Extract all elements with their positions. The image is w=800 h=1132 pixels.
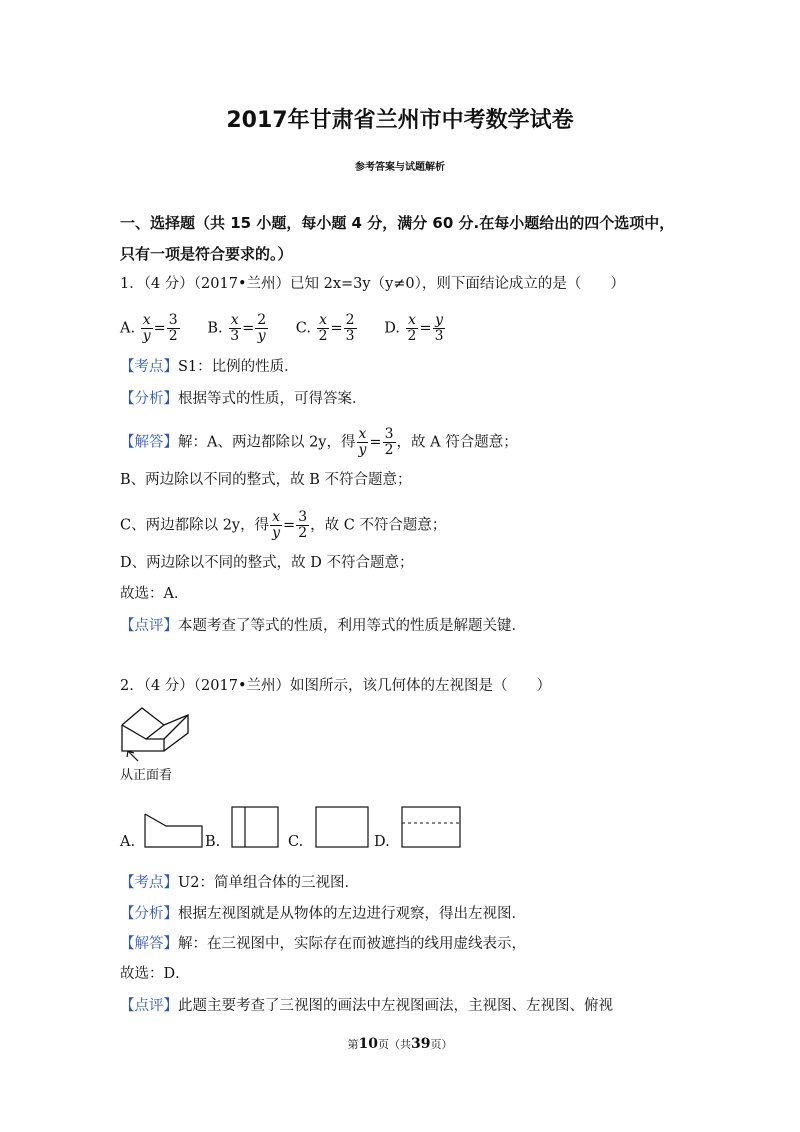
q1-option-a[interactable]: A. $\frac{x}{y}$ = $\frac{3}{2}$ bbox=[120, 312, 178, 344]
q2-option-d-figure bbox=[401, 806, 461, 848]
fenxi-tag: 【分析】 bbox=[120, 391, 178, 407]
page-subtitle: 参考答案与试题解析 bbox=[355, 162, 445, 173]
q2-option-d-label[interactable]: D. bbox=[374, 834, 390, 850]
q2-option-a-figure bbox=[144, 812, 204, 848]
kaodian-tag: 【考点】 bbox=[120, 875, 178, 891]
page-total: 39 bbox=[411, 1036, 431, 1052]
q1-fenxi: 【分析】根据等式的性质，可得答案． bbox=[120, 391, 367, 407]
page-title: 2017年甘肃省兰州市中考数学试卷 bbox=[226, 108, 574, 133]
figure-caption: 从正面看 bbox=[120, 768, 173, 783]
q2-option-c-label[interactable]: C. bbox=[288, 834, 304, 850]
q2-jieda: 【解答】解：在三视图中，实际存在而被遮挡的线用虚线表示， bbox=[120, 936, 526, 952]
q1-choice: 故选：A． bbox=[120, 586, 189, 602]
q2-dianping: 【点评】此题主要考查了三视图的画法中左视图画法，主视图、左视图、俯视 bbox=[120, 998, 613, 1014]
jieda-tag: 【解答】 bbox=[120, 434, 178, 451]
q1-option-d[interactable]: D. $\frac{x}{2}$ = $\frac{y}{3}$ bbox=[384, 312, 444, 344]
q2-option-b-figure bbox=[231, 806, 281, 848]
page-footer: 第10页（共39页） bbox=[347, 1036, 453, 1052]
dianping-tag: 【点评】 bbox=[120, 618, 178, 634]
q2-choice: 故选：D． bbox=[120, 966, 190, 982]
section-heading-line2: 只有一项是符合要求的。） bbox=[120, 245, 293, 263]
q2-option-c-figure bbox=[315, 806, 369, 848]
q1-line-d: D、两边除以不同的整式，故 D 不符合题意； bbox=[120, 555, 414, 571]
q1-kaodian: 【考点】S1：比例的性质． bbox=[120, 359, 299, 375]
q1-stem: 1．（4 分）（2017•兰州）已知 2x=3y（y≠0），则下面结论成立的是（ ） bbox=[120, 276, 625, 292]
q1-option-b[interactable]: B. $\frac{x}{3}$ = $\frac{2}{y}$ bbox=[207, 312, 267, 344]
dianping-tag: 【点评】 bbox=[120, 998, 178, 1014]
q1-options bbox=[120, 313, 469, 344]
q1-jieda: 【解答】解：A、两边都除以 2y，得 $\frac{x}{y}$ = $\frac{3}{2}$ ，故 A 符合题意； bbox=[120, 426, 518, 458]
jieda-tag: 【解答】 bbox=[120, 936, 178, 952]
q1-dianping: 【点评】本题考查了等式的性质，利用等式的性质是解题关键． bbox=[120, 618, 526, 634]
q1-line-b: B、两边除以不同的整式，故 B 不符合题意； bbox=[120, 472, 412, 488]
q2-kaodian: 【考点】U2：简单组合体的三视图． bbox=[120, 875, 359, 891]
fenxi-tag: 【分析】 bbox=[120, 906, 178, 922]
q2-option-a-label[interactable]: A. bbox=[120, 834, 136, 850]
q2-solid-figure bbox=[118, 703, 198, 763]
page-number: 10 bbox=[358, 1036, 378, 1052]
q2-option-b-label[interactable]: B. bbox=[205, 834, 221, 850]
section-heading-line1: 一、选择题（共 15 小题，每小题 4 分，满分 60 分.在每小题给出的四个选项中， bbox=[120, 214, 675, 232]
q1-option-c[interactable]: C. $\frac{x}{2}$ = $\frac{2}{3}$ bbox=[295, 312, 355, 344]
q2-stem: 2．（4 分）（2017•兰州）如图所示，该几何体的左视图是（ ） bbox=[120, 678, 552, 694]
kaodian-tag: 【考点】 bbox=[120, 359, 178, 375]
q2-fenxi: 【分析】根据左视图就是从物体的左边进行观察，得出左视图． bbox=[120, 906, 526, 922]
q1-line-c: C、两边都除以 2y，得 $\frac{x}{y}$ = $\frac{3}{2}$ ，故 C 不符合题意； bbox=[120, 509, 447, 541]
